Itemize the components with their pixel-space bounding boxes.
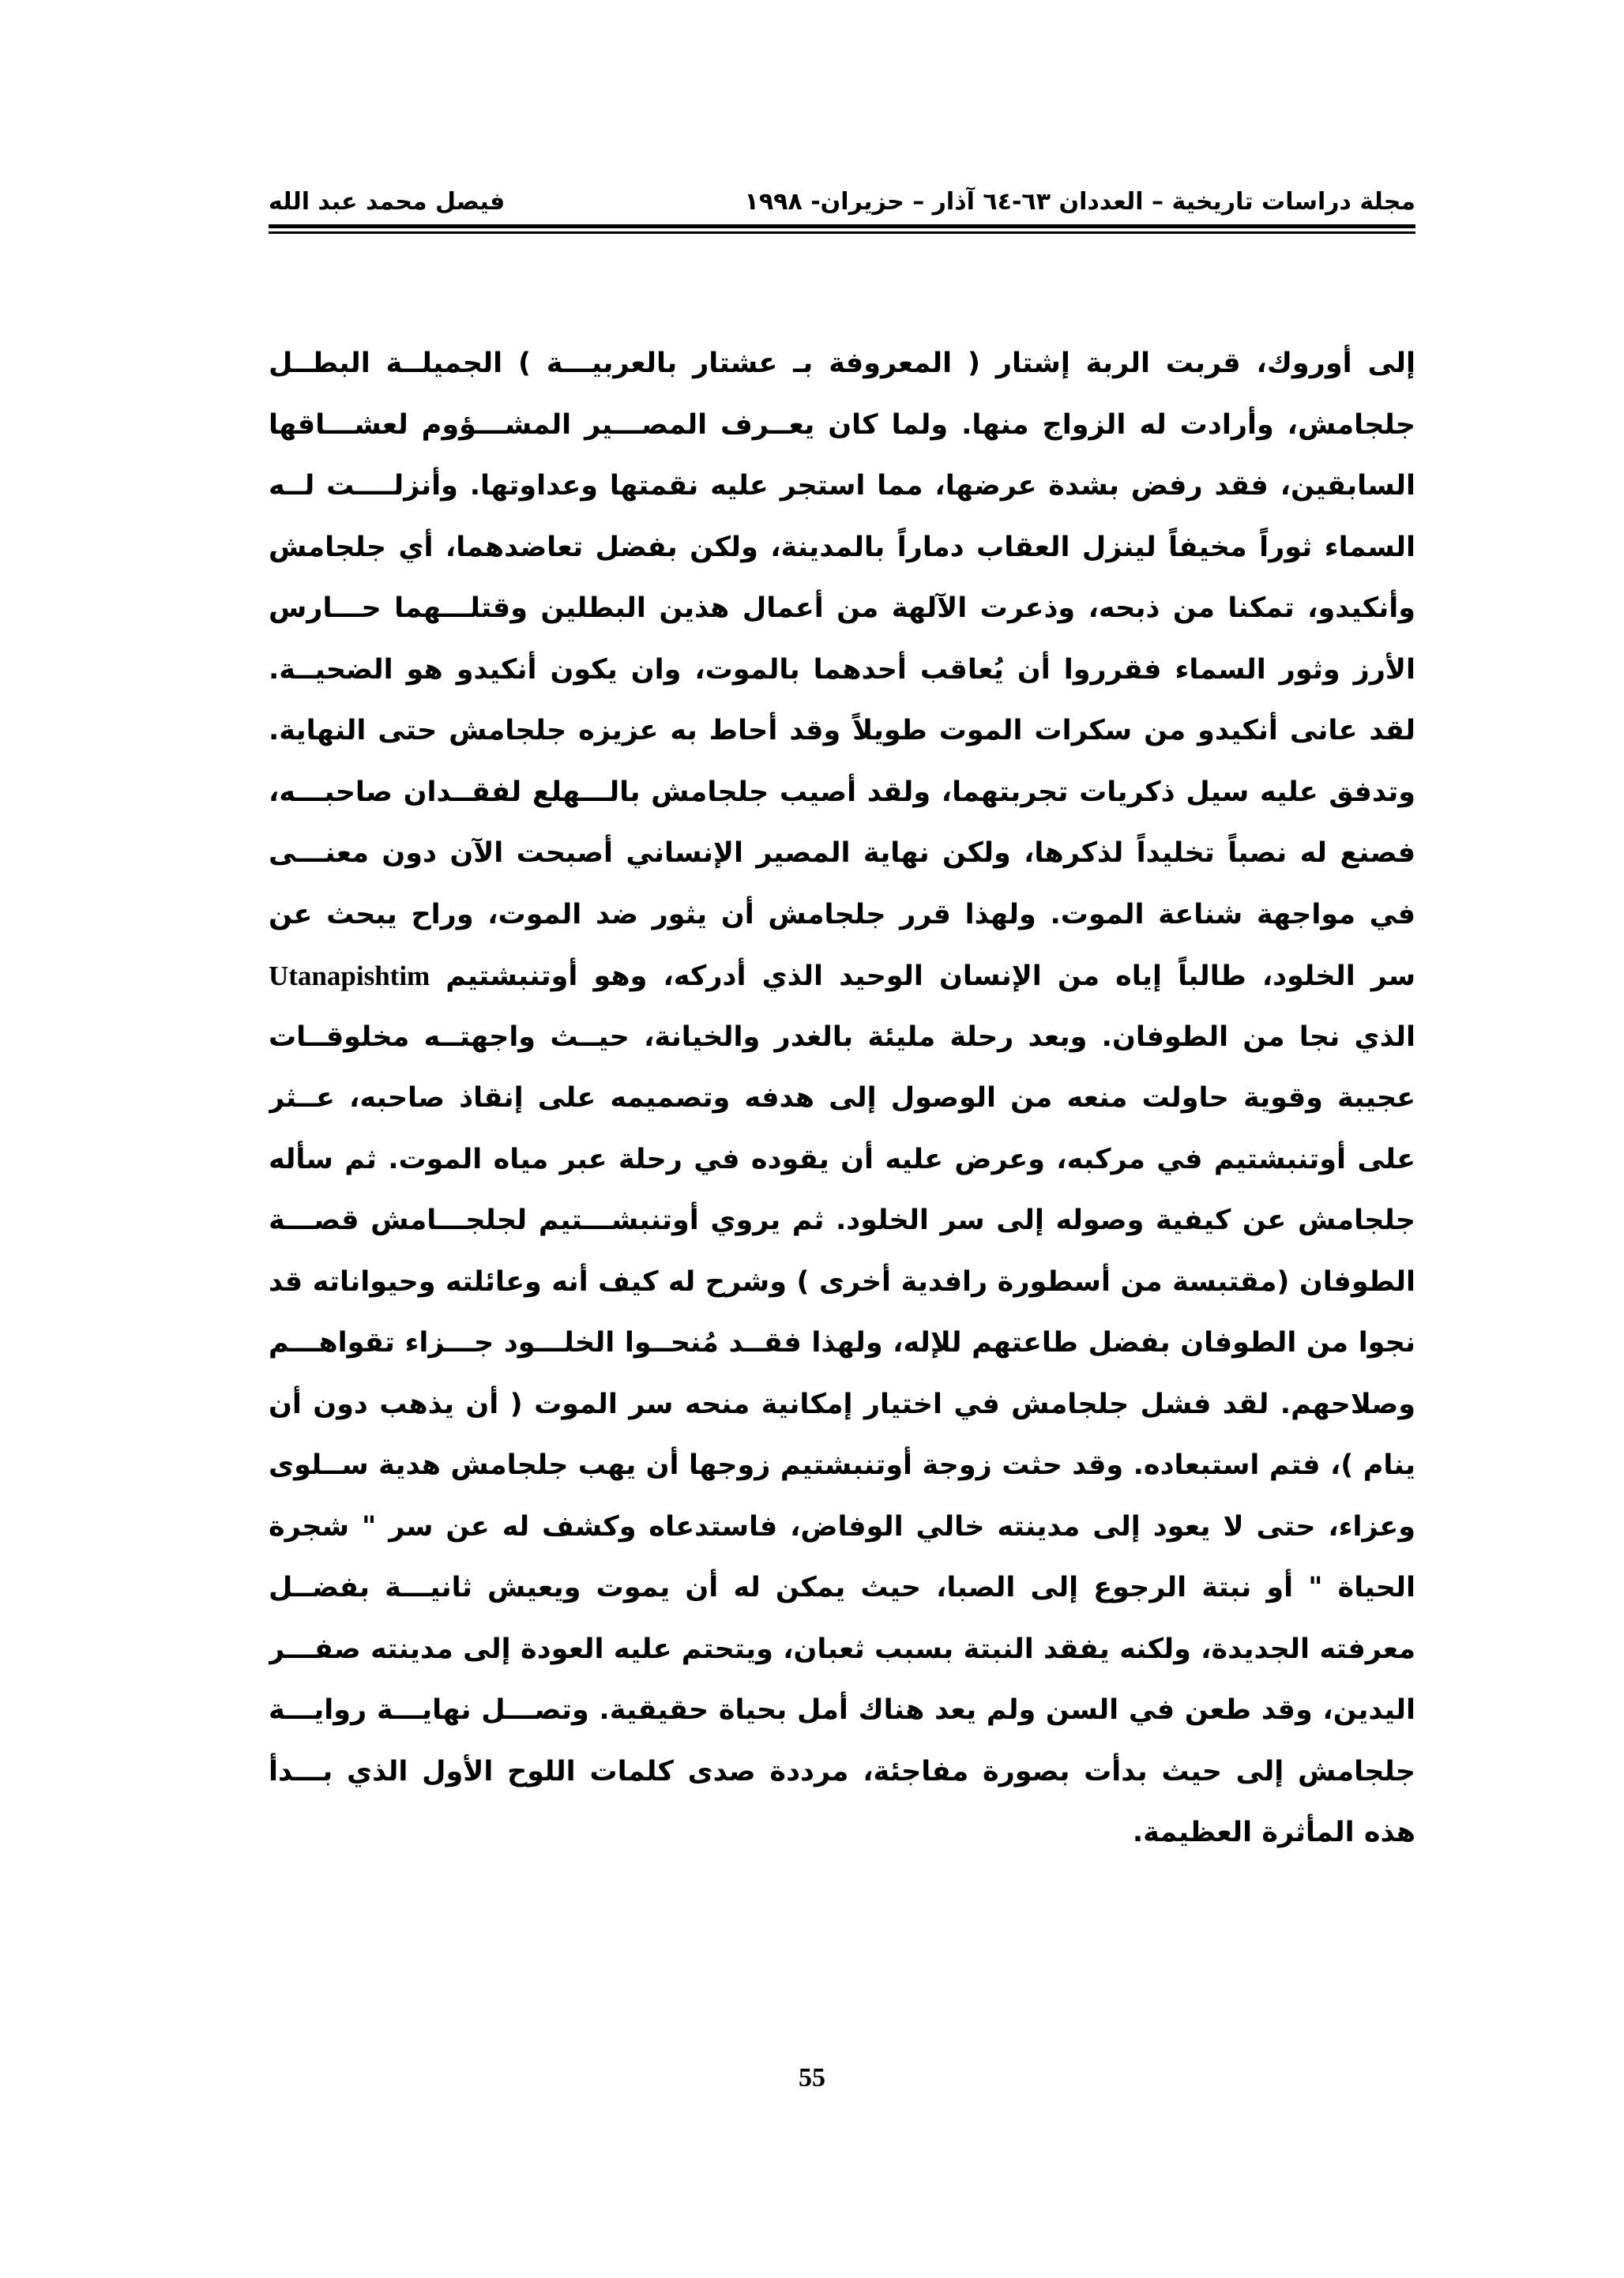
text-line: وتدفق عليه سيل ذكريات تجربتهما، ولقد أصيب جلجامش بالـــهلع لفقــدان صاحبـــه،	[269, 776, 1415, 808]
text-line: ينام )، فتم استبعاده. وقد حثت زوجة أوتنبشتيم زوجها أن يهب جلجامش هدية ســلوى	[269, 1449, 1415, 1481]
text-line: اليدين، وقد طعن في السن ولم يعد هناك أمل بحياة حقيقية. وتصـــل نهايـــة روايـــة	[269, 1694, 1415, 1726]
latin-term: Utanapishtim	[269, 960, 430, 991]
text-line: السابقين، فقد رفض بشدة عرضها، مما استجر عليه نقمتها وعداوتها. وأنزلــــت لــه	[269, 470, 1415, 502]
body-text	[269, 333, 1415, 1864]
text-line-with-latin	[269, 945, 1415, 1007]
text-line: في مواجهة شناعة الموت. ولهذا قرر جلجامش أن يثور ضد الموت، وراح يبحث عن	[269, 898, 1415, 930]
text-line: الذي نجا من الطوفان. وبعد رحلة مليئة بالغدر والخيانة، حيــث واجهتــه مخلوقــات	[269, 1021, 1415, 1053]
text-line-final: هذه المأثرة العظيمة.	[1132, 1817, 1415, 1848]
text-line: على أوتنبشتيم في مركبه، وعرض عليه أن يقوده في رحلة عبر مياه الموت. ثم سأله	[269, 1143, 1415, 1175]
running-header	[269, 183, 1415, 224]
text-line: عجيبة وقوية حاولت منعه من الوصول إلى هدفه وتصميمه على إنقاذ صاحبه، عــثر	[269, 1082, 1415, 1114]
text-line: وعزاء، حتى لا يعود إلى مدينته خالي الوفاض، فاستدعاه وكشف له عن سر " شجرة	[269, 1510, 1415, 1543]
text-line: وأنكيدو، تمكنا من ذبحه، وذعرت الآلهة من أعمال هذين البطلين وقتلـــهما حـــارس	[269, 592, 1415, 624]
text-line: الأرز وثور السماء فقرروا أن يُعاقب أحدهما بالموت، وان يكون أنكيدو هو الضحيــة.	[269, 653, 1415, 686]
text-line: جلجامش إلى حيث بدأت بصورة مفاجئة، مرددة صدى كلمات اللوح الأول الذي بـــدأ	[269, 1755, 1415, 1787]
author-name: فيصل محمد عبد الله	[269, 188, 506, 216]
text-line: وصلاحهم. لقد فشل جلجامش في اختيار إمكانية منحه سر الموت ( أن يذهب دون أن	[269, 1388, 1415, 1420]
text-line: إلى أوروك، قربت الربة إشتار ( المعروفة بـ عشتار بالعربيـــة ) الجميلــة البطــل	[269, 348, 1415, 379]
text-line: جلجامش، وأرادت له الزواج منها. ولما كان يعــرف المصـــير المشـــؤوم لعشـــاقها	[269, 408, 1415, 441]
text-line: الطوفان (مقتبسة من أسطورة رافدية أخرى ) وشرح له كيف أنه وعائلته وحيواناته قد	[269, 1265, 1415, 1298]
text-line: لقد عانى أنكيدو من سكرات الموت طويلاً وقد أحاط به عزيزه جلجامش حتى النهاية.	[269, 715, 1415, 746]
text-line: فصنع له نصباً تخليداً لذكرها، ولكن نهاية المصير الإنساني أصبحت الآن دون معنـــى	[269, 837, 1415, 869]
text-line: الحياة " أو نبتة الرجوع إلى الصبا، حيث يمكن له أن يموت ويعيش ثانيـــة بفضــل	[269, 1572, 1415, 1603]
text-line: نجوا من الطوفان بفضل طاعتهم للإله، ولهذا فقــد مُنحــوا الخلـــود جـــزاء تقواهـــم	[269, 1327, 1415, 1359]
text-segment: سر الخلود، طالباً إياه من الإنسان الوحيد الذي أدركه، وهو أوتنبشتيم	[445, 960, 1415, 992]
header-rule-thick	[269, 224, 1415, 228]
text-line: معرفته الجديدة، ولكنه يفقد النبتة بسبب ثعبان، ويتحتم عليه العودة إلى مدينته صفـــر	[269, 1633, 1415, 1665]
journal-citation: مجلة دراسات تاريخية – العددان ٦٣-٦٤ آذار – حزيران- ١٩٩٨	[744, 188, 1415, 216]
page-number: 55	[799, 2063, 825, 2092]
text-line: جلجامش عن كيفية وصوله إلى سر الخلود. ثم يروي أوتنبشـــتيم لجلجـــامش قصـــة	[269, 1205, 1415, 1236]
text-line: السماء ثوراً مخيفاً لينزل العقاب دماراً بالمدينة، ولكن بفضل تعاضدهما، أي جلجامش	[269, 531, 1415, 563]
header-rule-thin	[269, 231, 1415, 234]
